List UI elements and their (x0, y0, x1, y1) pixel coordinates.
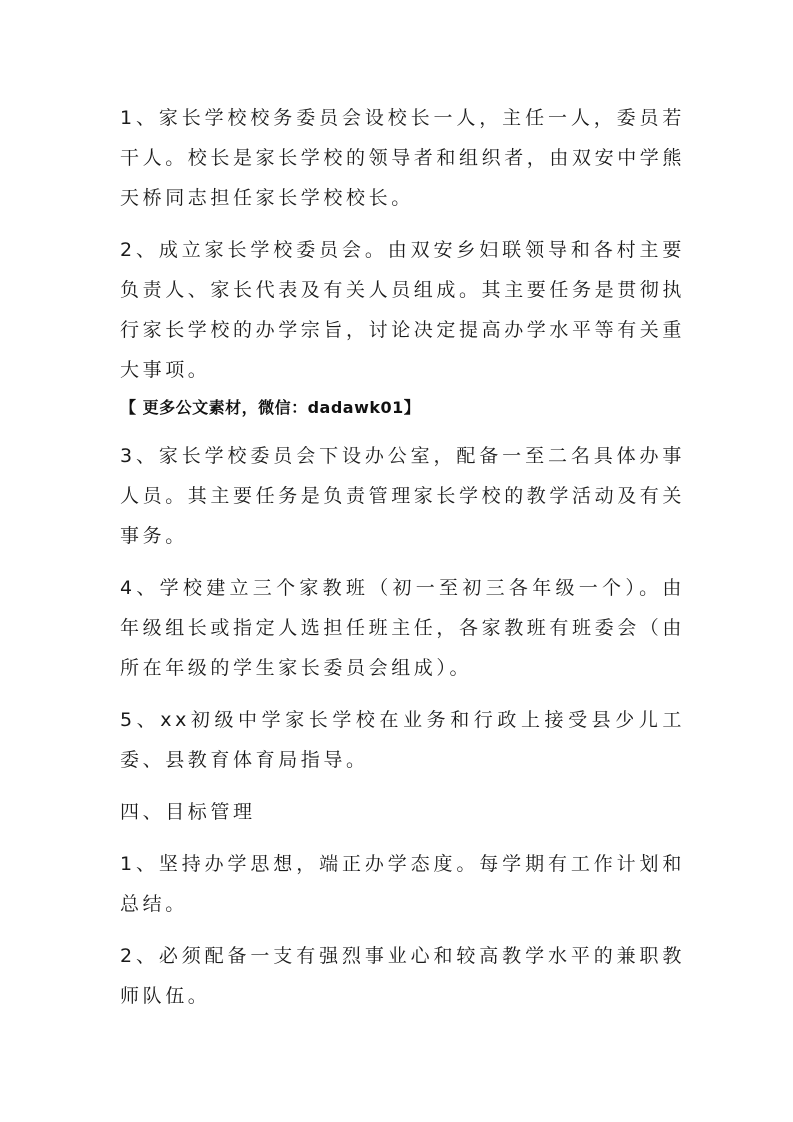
paragraph-3: 3、家长学校委员会下设办公室，配备一至二名具体办事人员。其主要任务是负责管理家长学校的教学活动及有关事务。 (120, 445, 686, 547)
document-body (120, 98, 685, 1016)
paragraph-4: 4、学校建立三个家教班（初一至初三各年级一个）。由年级组长或指定人选担任班主任，各家教班有班委会（由所在年级的学生家长委员会组成）。 (120, 577, 686, 679)
paragraph-5: 5、xx初级中学家长学校在业务和行政上接受县少儿工委、县教育体育局指导。 (120, 709, 685, 771)
paragraph-7: 2、必须配备一支有强烈事业心和较高教学水平的兼职教师队伍。 (120, 945, 685, 1007)
promo-note: 【 更多公文素材，微信：dadawk01】 (120, 398, 421, 417)
paragraph-2: 2、成立家长学校委员会。由双安乡妇联领导和各村主要负责人、家长代表及有关人员组成。其主要任务是贯彻执行家长学校的办学宗旨，讨论决定提高办学水平等有关重大事项。 (120, 239, 686, 381)
paragraph-6: 1、坚持办学思想，端正办学态度。每学期有工作计划和总结。 (120, 853, 685, 915)
section-heading: 四、目标管理 (120, 801, 256, 823)
paragraph-1: 1、家长学校校务委员会设校长一人，主任一人，委员若干人。校长是家长学校的领导者和组织者，由双安中学熊天桥同志担任家长学校校长。 (120, 107, 686, 209)
